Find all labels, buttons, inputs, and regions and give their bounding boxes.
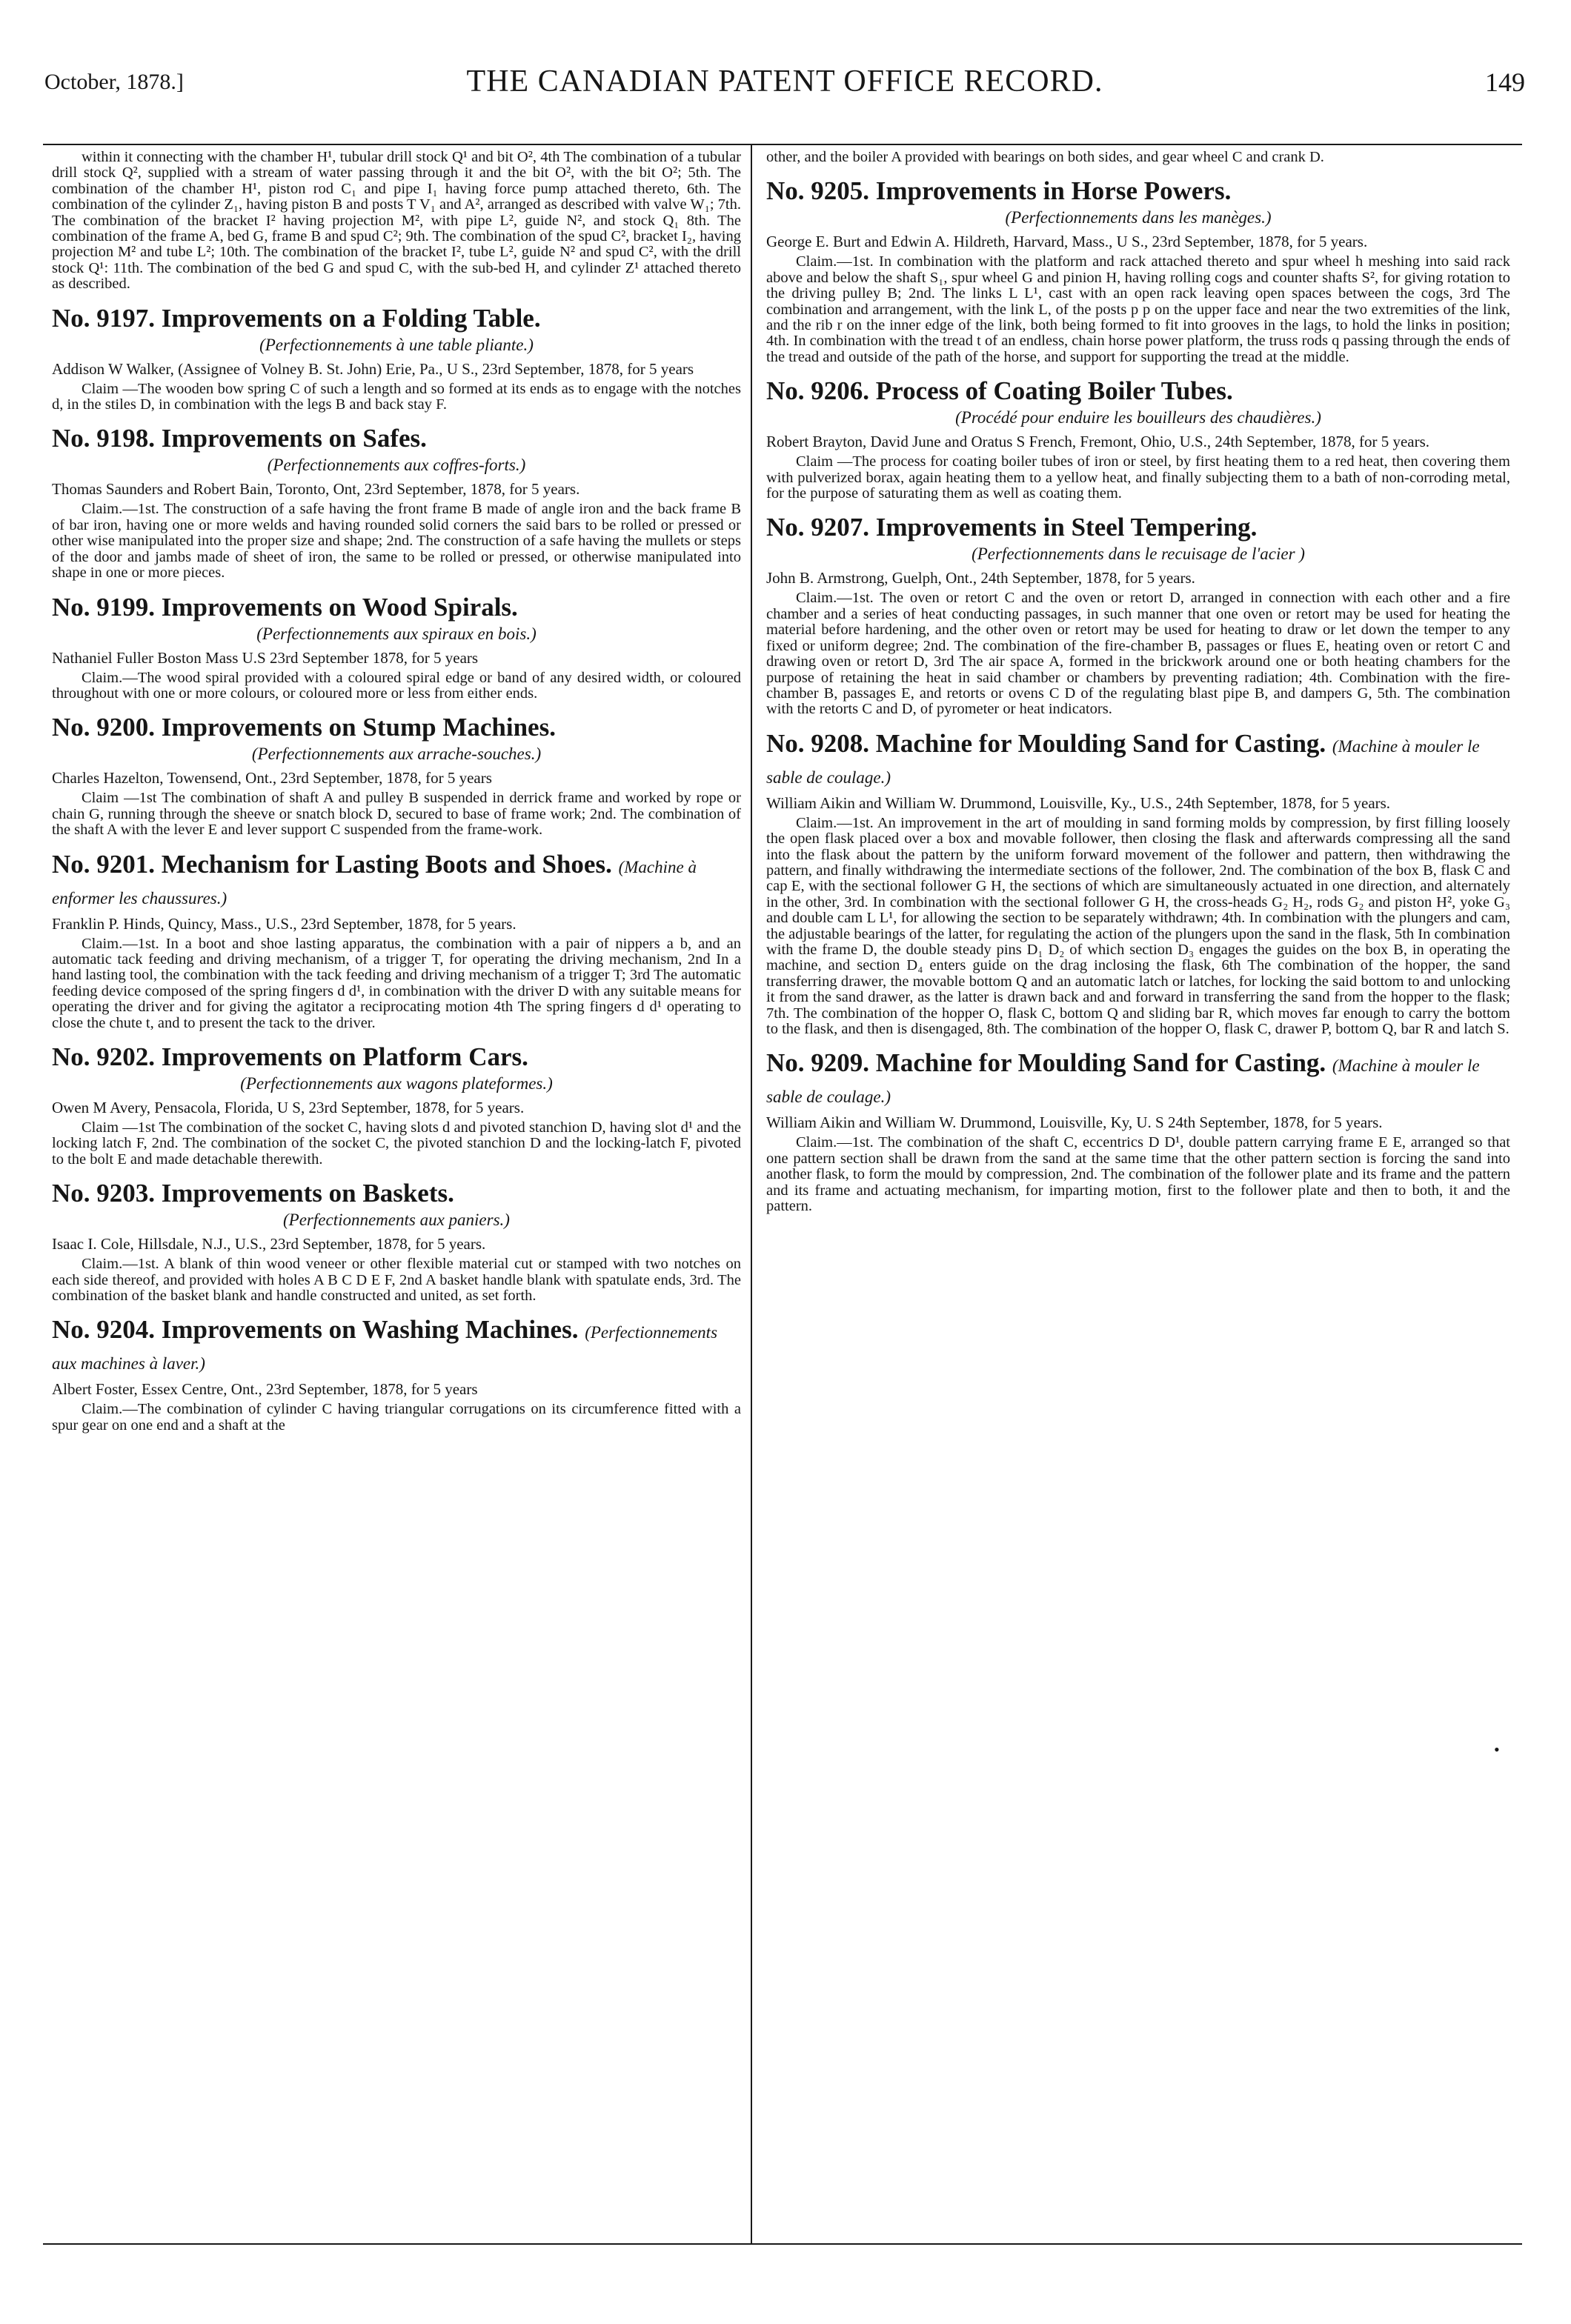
claim-text: Claim —The wooden bow spring C of such a length and so formed at its ends as to engage with the notches d, in the stiles D, in combination with the legs B and back stay F. — [52, 380, 741, 413]
patent-entry-9203 — [52, 1179, 741, 1304]
entry-heading — [52, 304, 741, 333]
page-number: 149 — [1485, 67, 1525, 97]
patent-title: Improvements on Platform Cars. — [161, 1042, 528, 1071]
patent-number: No. 9197. — [52, 303, 156, 333]
french-title: (Perfectionnements aux machines à laver.) — [52, 1323, 718, 1374]
entry-heading — [52, 713, 741, 742]
claim-text: Claim.—1st. An improvement in the art of moulding in sand forming molds by compression, by first filling loosely the open flask placed over a box and movable follower, then closing the flask and afterwards compressing all the sand into the flask about the pattern by the uniform forward movement of the follower and pattern, then withdrawing the pattern, and finally withdrawing the intermediate sections of the follower, 2nd. The combination of the box B, flask C and cap E, with the sectional follower G H, the sections of which are simultaneously actuated in one direction, and alternately in the other, 3rd. In combination with the sectional follower G H, the cross-heads G₂ H₂, rods G₂ and piston H², yoke G₃ and double cam L L¹, for allowing the section to be separately withdrawn; 4th. In combination with the plungers and cam, the adjustable bearings of the latter, for regulating the action of the plungers upon the sand in the flask, 5th In combination with the frame D, the double steady pins D₁ D₂ of which section D₃ engages the guides on the box B, in operating the machine, and section D₄ enters guide on the drag inclosing the flask, 6th The combination of the hopper, the sand transferring drawer, the movable bottom Q and an automatic latch or latches, for locking the said bottom to and unlocking it from the sand drawer, as the latter is drawn back and and forward in transferring the sand from the hopper to the flask; 7th. The combination of the hopper O, flask C, bottom Q and sliding bar R, which moves far enough to carry the bottom to the flask, and then is disengaged, 8th. The combination of the hopper O, flask C, drawer P, bottom Q, bar R and latch S. — [766, 814, 1510, 1037]
continued-claim-text: within it connecting with the chamber H¹, tubular drill stock Q¹ and bit O², 4th The combination of a tubular drill stock Q², supplied with a stream of water passing through it and the bit O², with the bit O²; 5th. The combination of the chamber H¹, piston rod C₁ and pipe I₁ having force pump attached thereto, 6th. The combination of the cylinder Z₁, having piston B and posts T V₁ and A², arranged as described with valve W₁; 7th. The combination of the bracket I² having projection M², with pipe L², guide N², and stock Q₁ 8th. The combination of the frame A, bed G, frame B and spud C²; 9th. The combination of the spud C², bracket I₂, having projection M² and tube L²; 10th. The combination of the bracket I², tube L², guide N² and spud C², with the drill stock Q¹: 11th. The combination of the bed G and spud C, with the sub-bed H, and cylinder Z¹ attached thereto as described. — [52, 149, 741, 293]
patent-entry-9198 — [52, 424, 741, 581]
patent-number: No. 9204. — [52, 1315, 156, 1345]
patent-title: Machine for Moulding Sand for Casting. — [875, 728, 1326, 758]
french-title: (Perfectionnements dans les manèges.) — [1005, 208, 1272, 227]
claim-text: Claim.—The combination of cylinder C having triangular corrugations on its circumference fitted with a spur gear on one end and a shaft at the — [52, 1401, 741, 1434]
french-title: (Machine à mouler le sable de coulage.) — [766, 736, 1480, 787]
entry-heading — [52, 424, 741, 453]
patent-number: No. 9203. — [52, 1179, 156, 1208]
french-title: (Perfectionnements à une table pliante.) — [259, 335, 534, 354]
patent-entry-9204 — [52, 1316, 741, 1434]
patentee-line: Thomas Saunders and Robert Bain, Toronto, Ont, 23rd September, 1878, for 5 years. — [52, 480, 580, 499]
issue-date: October, 1878.] — [44, 70, 184, 94]
french-title: (Machine à mouler le sable de coulage.) — [766, 1056, 1480, 1107]
entry-heading — [766, 177, 1510, 205]
right-column — [757, 145, 1516, 2244]
entry-heading — [52, 1179, 741, 1208]
patent-number: No. 9198. — [52, 424, 156, 453]
patent-title: Machine for Moulding Sand for Casting. — [875, 1048, 1326, 1078]
patent-entry-9199 — [52, 593, 741, 702]
patent-number: No. 9199. — [52, 592, 156, 622]
french-title: (Procédé pour enduire les bouilleurs des chaudières.) — [955, 408, 1321, 427]
patentee-line: Owen M Avery, Pensacola, Florida, U S, 23rd September, 1878, for 5 years. — [52, 1098, 525, 1116]
patent-number: No. 9202. — [52, 1042, 156, 1071]
patent-title: Improvements in Steel Tempering. — [875, 513, 1258, 542]
entry-heading — [52, 1043, 741, 1071]
patentee-line: William Aikin and William W. Drummond, Louisville, Ky., U.S., 24th September, 1878, for 5 years. — [766, 793, 1391, 812]
entry-heading — [766, 1049, 1510, 1111]
entry-heading — [766, 513, 1510, 542]
patent-entry-9201 — [52, 850, 741, 1031]
claim-text: Claim.—1st. The oven or retort C and the oven or retort D, arranged in connection with each other and a fire chamber and a series of heat conducting passages, in such manner that one oven or retort may be used for heating the material before hardening, and the other oven or retort may be used for heating to draw or let down the temper to any fixed or uniform degree; 2nd. The combination of the fire-chamber B, passages or flues E, heating oven or retort C and drawing oven or retort D, 3rd The air space A, formed in the brickwork around one or both heating chambers for the purpose of retaining the heat in said chamber or chambers by preventing radiation; 4th. Combination with the fire-chamber B, passages E, and retorts or ovens C D of the regulating blast pipe B, and dampers G, 5th. The combination with the retorts C and D, of pyrometer or heat indicators. — [766, 590, 1510, 718]
french-title: (Perfectionnements aux arrache-souches.) — [251, 745, 542, 764]
entry-heading — [52, 850, 741, 913]
patentee-line: Robert Brayton, David June and Oratus S French, Fremont, Ohio, U.S., 24th September, 1878, for 5 years. — [766, 433, 1430, 451]
french-title: (Machine à enformer les chaussures.) — [52, 857, 697, 908]
patentee-line: Charles Hazelton, Towensend, Ont., 23rd September, 1878, for 5 years — [52, 769, 492, 788]
patent-entry-9206 — [766, 377, 1510, 502]
patent-number: No. 9207. — [766, 513, 870, 542]
running-head — [44, 64, 1525, 108]
french-title: (Perfectionnements aux spiraux en bois.) — [256, 624, 537, 643]
claim-text: Claim.—1st. In a boot and shoe lasting apparatus, the combination with a pair of nippers a b, and an automatic tack feeding and driving mechanism, of a trigger T, for operating the driving mechanism, 2nd In a hand lasting tool, the combination with the tack feeding and driving mechanism of a trigger T; 3rd The automatic feeding device composed of the spring fingers d d¹, in combination with the driver D with any suitable means for operating the driver and for giving the agitator a reciprocating motion 4th The spring fingers d d¹ operating to close the chute t, and to present the tack to the driver. — [52, 935, 741, 1031]
patent-title: Mechanism for Lasting Boots and Shoes. — [161, 849, 612, 879]
patentee-line: Franklin P. Hinds, Quincy, Mass., U.S., 23rd September, 1878, for 5 years. — [52, 914, 517, 933]
patent-title: Process of Coating Boiler Tubes. — [875, 376, 1233, 406]
patentee-line: Albert Foster, Essex Centre, Ont., 23rd September, 1878, for 5 years — [52, 1380, 478, 1399]
continued-claim-text: other, and the boiler A provided with bearings on both sides, and gear wheel C and crank D. — [766, 149, 1324, 165]
stray-bullet-mark: • — [1494, 1740, 1500, 1759]
column-divider — [751, 145, 752, 2243]
french-title: (Perfectionnements dans le recuisage de l'acier ) — [972, 545, 1305, 564]
left-column — [46, 145, 745, 2244]
claim-text: Claim —1st The combination of shaft A and pulley B suspended in derrick frame and worked by rope or chain G, running through the sheeve or snatch block D, secured to base of frame work; 2nd. The combination of the shaft A with the lever E and lever support C suspended from the frame-work. — [52, 790, 741, 839]
patent-title: Improvements on Baskets. — [161, 1179, 454, 1208]
claim-text: Claim.—1st. A blank of thin wood veneer or other flexible material cut or stamped with two notches on each side thereof, and provided with holes A B C D E F, 2nd A basket handle blank with spatulate ends, 3rd. The combination of the basket blank and handle constructed and united, as set forth. — [52, 1256, 741, 1304]
claim-text: Claim.—1st. In combination with the platform and rack attached thereto and spur wheel h meshing into said rack above and below the shaft S₁, spur wheel G and pinion H, having rolling cogs and counter shafts S², for giving rotation to the driving pulley B; 2nd. The links L L¹, cast with an open rack leaving open spaces between the cogs, 3rd The combination and arrangement, with the link L, of the posts p p on the upper face and near the two extremities of the link, and the rib r on the inner edge of the link, both being formed to fit into grooves in the lags, to hold the links in position; 4th. In combination with the tread t of an endless, chain horse power platform, the truss rods q passing through the ends of the tread and outside of the path of the horse, and support for supporting the tread at the middle. — [766, 253, 1510, 365]
patent-title: Improvements on Wood Spirals. — [161, 592, 518, 622]
claim-text: Claim.—1st. The combination of the shaft C, eccentrics D D¹, double pattern carrying frame E E, arranged so that one pattern section shall be drawn from the sand at the same time that the other pattern section is forcing the sand into another flask, to form the mould by compression, 2nd. The combination of the follower plate and its frame and the pattern and its frame and actuating mechanism, for imparting motion, first to the follower plate and then to both, it and the pattern. — [766, 1134, 1510, 1215]
patent-number: No. 9205. — [766, 176, 870, 206]
patent-number: No. 9206. — [766, 376, 870, 406]
patentee-line: George E. Burt and Edwin A. Hildreth, Harvard, Mass., U S., 23rd September, 1878, for 5 years. — [766, 233, 1368, 251]
patent-title: Improvements on a Folding Table. — [161, 303, 541, 333]
patent-number: No. 9201. — [52, 849, 156, 879]
patent-entry-9202 — [52, 1043, 741, 1168]
patentee-line: Isaac I. Cole, Hillsdale, N.J., U.S., 23rd September, 1878, for 5 years. — [52, 1235, 486, 1253]
entry-heading — [52, 1316, 741, 1378]
entry-heading — [766, 730, 1510, 792]
patent-entry-9208 — [766, 730, 1510, 1038]
patent-entry-9207 — [766, 513, 1510, 717]
french-title: (Perfectionnements aux paniers.) — [283, 1211, 510, 1230]
patent-title: Improvements on Stump Machines. — [161, 713, 556, 742]
claim-text: Claim —1st The combination of the socket C, having slots d and pivoted stanchion D, having slot d¹ and the locking latch F, 2nd. The combination of the socket C, the pivoted stanchion D and the locking-latch F, pivoted to the bolt E and made detachable therewith. — [52, 1119, 741, 1168]
claim-text: Claim.—The wood spiral provided with a coloured spiral edge or band of any desired width, or coloured throughout with one or more colours, or coloured more or less from either ends. — [52, 669, 741, 702]
entry-heading — [766, 377, 1510, 405]
french-title: (Perfectionnements aux wagons plateformes.) — [240, 1073, 553, 1093]
patent-entry-9205 — [766, 177, 1510, 365]
patentee-line: William Aikin and William W. Drummond, Louisville, Ky, U. S 24th September, 1878, for 5 years. — [766, 1113, 1383, 1132]
patent-title: Improvements on Washing Machines. — [161, 1315, 579, 1345]
claim-text: Claim —The process for coating boiler tubes of iron or steel, by first heating them to a red heat, then covering them with pulverized borax, again heating them to a yellow heat, and finally subjecting them to a bath of non-corroding metal, for the purpose of saturating them as well as coating them. — [766, 453, 1510, 502]
patentee-line: John B. Armstrong, Guelph, Ont., 24th September, 1878, for 5 years. — [766, 569, 1195, 587]
french-title: (Perfectionnements aux coffres-forts.) — [267, 456, 526, 475]
patent-number: No. 9200. — [52, 713, 156, 742]
publication-title: THE CANADIAN PATENT OFFICE RECORD. — [466, 64, 1103, 99]
patent-entry-9197 — [52, 304, 741, 413]
patent-entry-9209 — [766, 1049, 1510, 1214]
claim-text: Claim.—1st. The construction of a safe having the front frame B made of angle iron and the back frame B of bar iron, having one or more welds and having rounded solid corners the said bars to be rolled or pressed or other wise manipulated into the proper size and shape; 2nd. The construction of a safe having the mullets or steps of the door and jambs made of sheet of iron, the same to be rolled or pressed, or otherwise manipulated into shape in one or more pieces. — [52, 501, 741, 582]
patentee-line: Addison W Walker, (Assignee of Volney B. St. John) Erie, Pa., U S., 23rd September, 1878, for 5 years — [52, 359, 694, 378]
patent-number: No. 9209. — [766, 1048, 870, 1078]
patent-title: Improvements on Safes. — [161, 424, 427, 453]
patent-title: Improvements in Horse Powers. — [875, 176, 1232, 206]
patentee-line: Nathaniel Fuller Boston Mass U.S 23rd September 1878, for 5 years — [52, 648, 479, 667]
patent-entry-9200 — [52, 713, 741, 838]
patent-number: No. 9208. — [766, 728, 870, 758]
entry-heading — [52, 593, 741, 622]
